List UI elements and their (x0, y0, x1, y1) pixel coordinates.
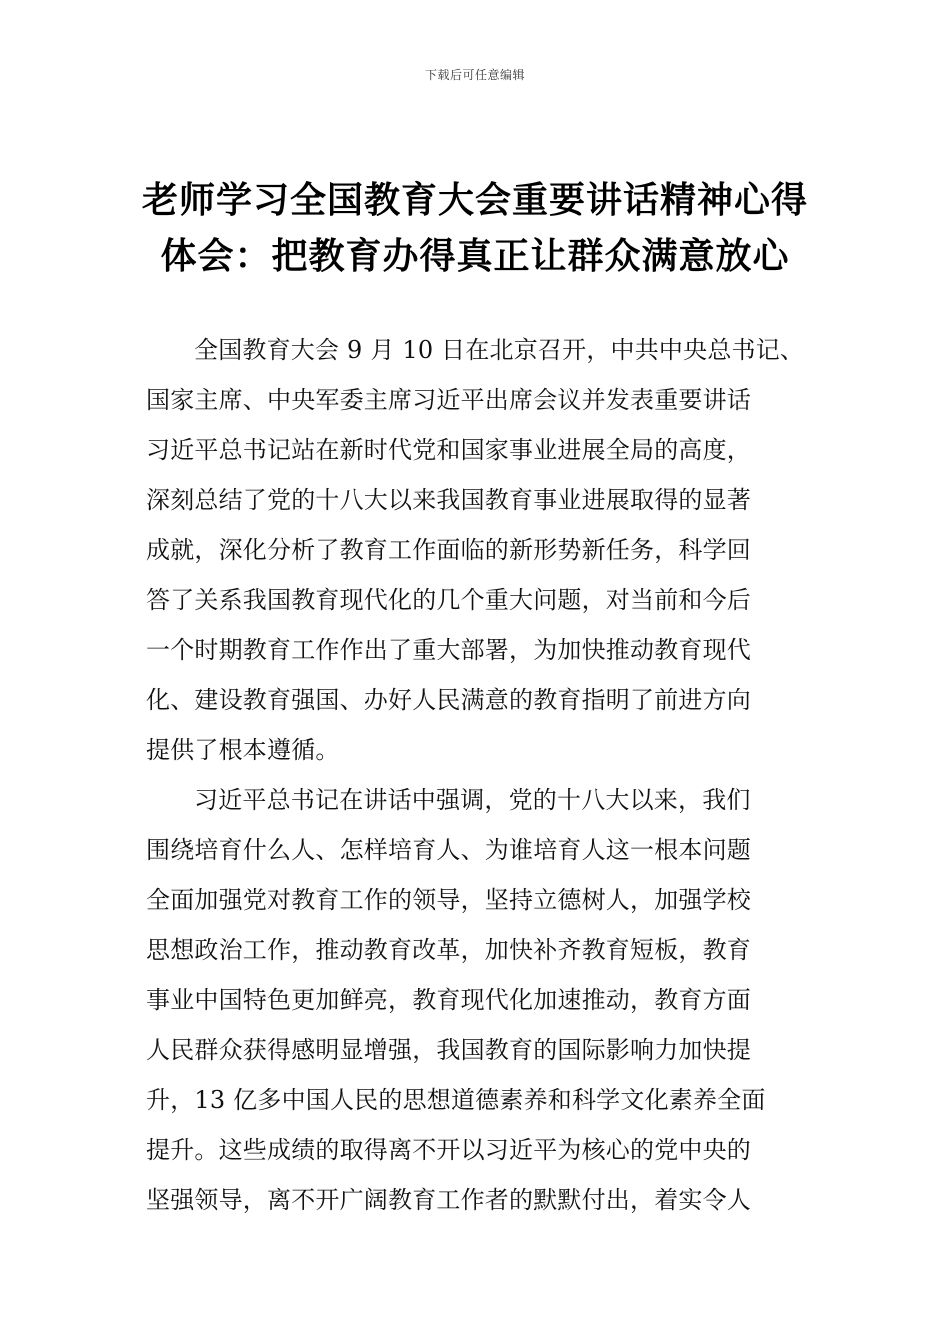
title-line-2: 体会：把教育办得真正让群众满意放心 (160, 235, 790, 277)
paragraph-line: 提供了根本遵循。 (146, 736, 340, 764)
paragraph-line: 成就，深化分析了教育工作面临的新形势新任务，科学回 (146, 536, 751, 564)
paragraph-line: 提升。这些成绩的取得离不开以习近平为核心的党中央的 (146, 1136, 751, 1164)
document-title (100, 172, 850, 284)
paragraph-line: 全面加强党对教育工作的领导，坚持立德树人，加强学校 (146, 886, 751, 914)
paragraph-line: 人民群众获得感明显增强，我国教育的国际影响力加快提 (146, 1036, 751, 1064)
paragraph-line: 事业中国特色更加鲜亮，教育现代化加速推动，教育方面 (146, 986, 751, 1014)
page-header-note: 下载后可任意编辑 (424, 68, 525, 82)
paragraph-line: 升，13 亿多中国人民的思想道德素养和科学文化素养全面 (146, 1086, 766, 1114)
paragraph-1 (146, 325, 806, 775)
paragraph-line: 习近平总书记站在新时代党和国家事业进展全局的高度， (146, 436, 751, 464)
paragraph-line: 深刻总结了党的十八大以来我国教育事业进展取得的显著 (146, 486, 751, 514)
paragraph-line: 答了关系我国教育现代化的几个重大问题，对当前和今后 (146, 586, 751, 614)
paragraph-line: 习近平总书记在讲话中强调，党的十八大以来，我们 (194, 786, 751, 814)
document-body (146, 325, 806, 1225)
paragraph-line: 思想政治工作，推动教育改革，加快补齐教育短板，教育 (146, 936, 751, 964)
title-line-1: 老师学习全国教育大会重要讲话精神心得 (141, 179, 808, 221)
paragraph-line: 围绕培育什么人、怎样培育人、为谁培育人这一根本问题 (146, 836, 751, 864)
paragraph-line: 化、建设教育强国、办好人民满意的教育指明了前进方向 (146, 686, 751, 714)
paragraph-line: 坚强领导，离不开广阔教育工作者的默默付出，着实令人 (146, 1186, 751, 1214)
paragraph-line: 一个时期教育工作作出了重大部署，为加快推动教育现代 (146, 636, 751, 664)
paragraph-2 (146, 775, 806, 1225)
paragraph-line: 全国教育大会 9 月 10 日在北京召开，中共中央总书记、 (194, 336, 805, 364)
paragraph-line: 国家主席、中央军委主席习近平出席会议并发表重要讲话 (146, 386, 751, 414)
